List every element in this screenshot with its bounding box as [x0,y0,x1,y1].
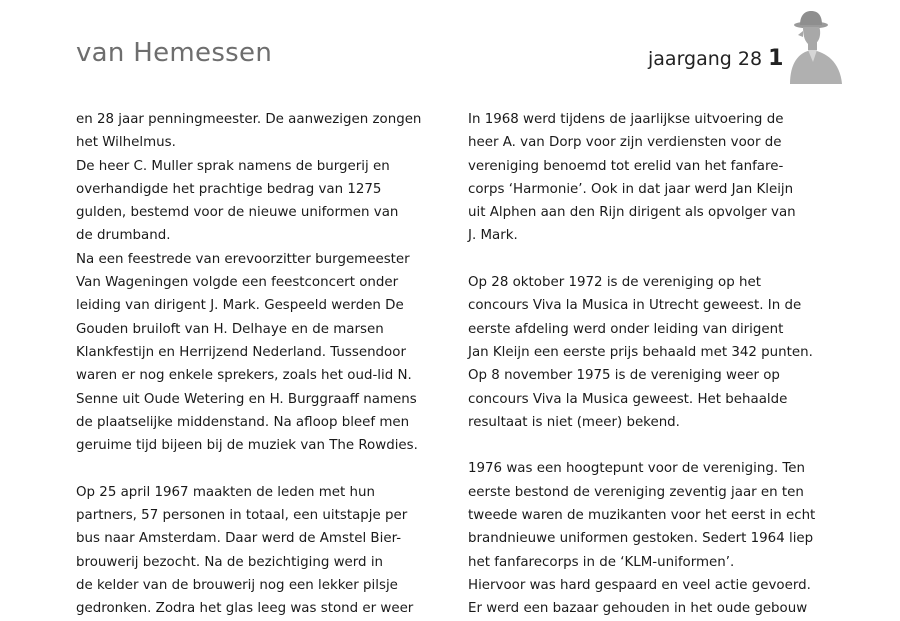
text-line: geruime tijd bijeen bij de muziek van The Rowdies. [76,438,418,454]
text-line: brouwerij bezocht. Na de bezichtiging werd in [76,554,384,570]
text-line: resultaat is niet (meer) bekend. [468,414,680,430]
text-line: vereniging benoemd tot erelid van het fanfare- [468,158,784,174]
text-line: tweede waren de muzikanten voor het eerst in echt [468,508,816,524]
text-line: Senne uit Oude Wetering en H. Burggraaff namens [76,391,417,407]
text-line: de drumband. [76,228,171,244]
text-line: overhandigde het prachtige bedrag van 1275 [76,181,382,197]
text-line: eerste afdeling werd onder leiding van dirigent [468,321,784,337]
paragraph-spacer [468,248,838,271]
text-line: Op 28 oktober 1972 is de vereniging op het [468,275,761,291]
text-line: Er werd een bazaar gehouden in het oude gebouw [468,601,808,617]
text-line: Klankfestijn en Herrijzend Nederland. Tussendoor [76,344,406,360]
text-line: Gouden bruiloft van H. Delhaye en de marsen [76,321,384,337]
right-text-column [468,108,838,621]
text-line: het Wilhelmus. [76,135,176,151]
text-line: het fanfarecorps in de ‘KLM-uniformen’. [468,554,735,570]
text-line: J. Mark. [468,228,518,244]
text-line: concours Viva la Musica in Utrecht geweest. In de [468,298,802,314]
text-line: heer A. van Dorp voor zijn verdiensten voor de [468,135,782,151]
left-text-column [76,108,446,621]
silhouette-man-hat-icon [786,6,844,84]
text-line: gulden, bestemd voor de nieuwe uniformen van [76,205,399,221]
text-line: corps ‘Harmonie’. Ook in dat jaar werd Jan Kleijn [468,181,794,197]
text-line: en 28 jaar penningmeester. De aanwezigen zongen [76,112,422,127]
page-number: 1 [768,46,784,71]
text-line: concours Viva la Musica geweest. Het behaalde [468,391,788,407]
text-line: Na een feestrede van erevoorzitter burgemeester [76,251,410,267]
text-line: Van Wageningen volgde een feestconcert onder [76,275,399,291]
text-line: gedronken. Zodra het glas leeg was stond er weer [76,601,414,617]
page-header-title: van Hemessen [76,38,273,68]
paragraph-spacer [76,457,446,480]
text-line: de kelder van de brouwerij nog een lekker pilsje [76,577,398,593]
text-line: waren er nog enkele sprekers, zoals het oud-lid N. [76,368,412,384]
text-line: Op 25 april 1967 maakten de leden met hun [76,484,375,500]
text-line: Jan Kleijn een eerste prijs behaald met 342 punten. [468,344,813,360]
text-line: uit Alphen aan den Rijn dirigent als opvolger van [468,205,796,221]
text-line: bus naar Amsterdam. Daar werd de Amstel Bier- [76,531,402,547]
text-line: eerste bestond de vereniging zeventig jaar en ten [468,484,804,500]
text-line: Hiervoor was hard gespaard en veel actie gevoerd. [468,577,811,593]
text-line: De heer C. Muller sprak namens de burgerij en [76,158,390,174]
text-line: 1976 was een hoogtepunt voor de vereniging. Ten [468,461,806,477]
volume-label: jaargang 28 [648,48,763,70]
text-line: Op 8 november 1975 is de vereniging weer op [468,368,780,384]
text-line: partners, 57 personen in totaal, een uitstapje per [76,508,408,524]
volume-indicator [648,46,783,71]
text-line: In 1968 werd tijdens de jaarlijkse uitvoering de [468,112,784,127]
text-line: leiding van dirigent J. Mark. Gespeeld werden De [76,298,404,314]
paragraph-spacer [468,434,838,457]
text-line: de plaatselijke middenstand. Na afloop bleef men [76,414,410,430]
text-line: brandnieuwe uniformen gestoken. Sedert 1964 liep [468,531,814,547]
